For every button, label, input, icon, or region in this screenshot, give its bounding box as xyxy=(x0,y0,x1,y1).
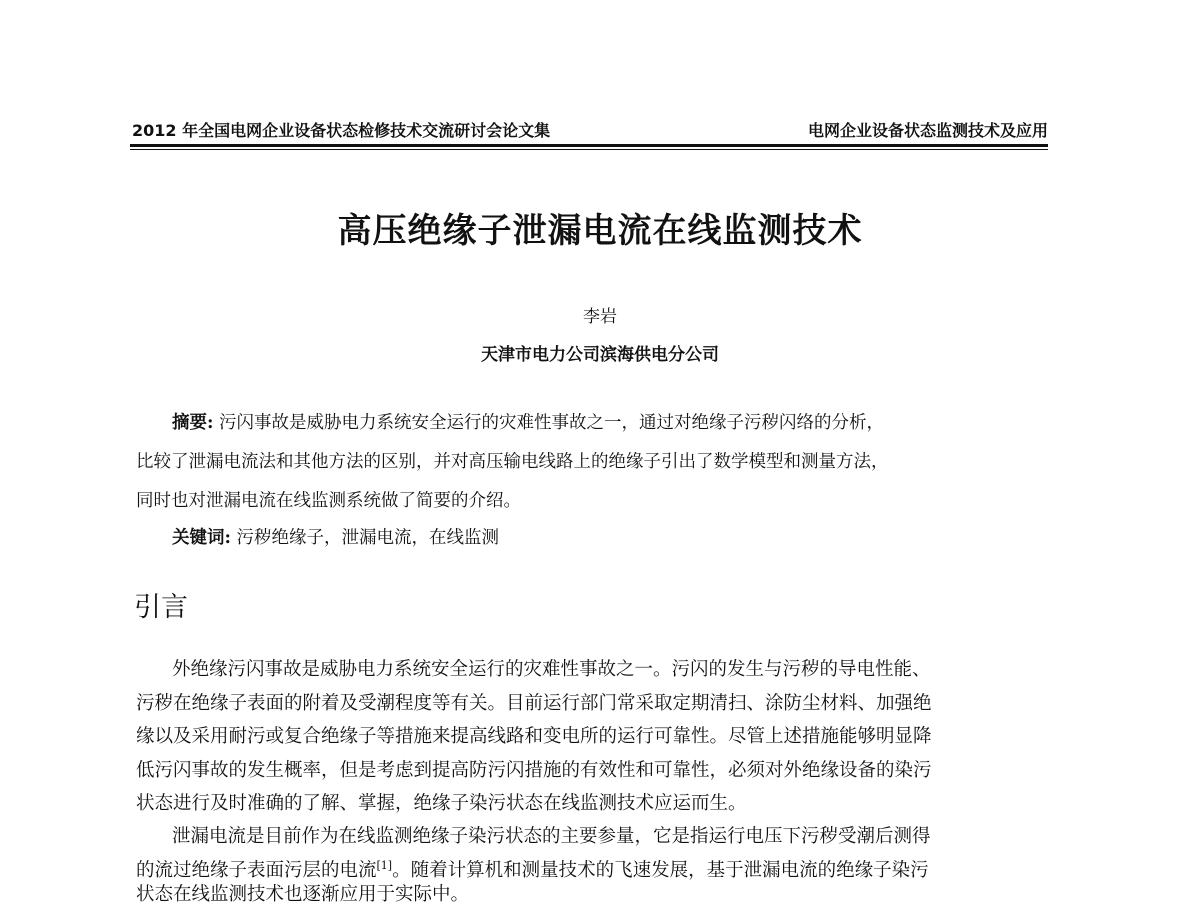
section-heading: 引言 xyxy=(134,592,188,623)
paragraph-2-line-2 xyxy=(136,856,929,882)
keywords-text: 污秽绝缘子，泄漏电流，在线监测 xyxy=(236,528,500,548)
header-proceedings-title: 2012 年全国电网企业设备状态检修技术交流研讨会论文集 xyxy=(132,121,551,140)
keywords-label: 关键词: xyxy=(172,528,231,548)
paragraph-1-line-2: 污秽在绝缘子表面的附着及受潮程度等有关。目前运行部门常采取定期清扫、涂防尘材料、加强绝 xyxy=(136,693,932,714)
author-affiliation: 天津市电力公司滨海供电分公司 xyxy=(481,345,719,365)
paragraph-2-line-1: 泄漏电流是目前作为在线监测绝缘子染污状态的主要参量，它是指运行电压下污秽受潮后测得 xyxy=(172,826,931,847)
paragraph-2-line-3: 状态在线监测技术也逐渐应用于实际中。 xyxy=(136,884,470,905)
header-rule-thick xyxy=(130,144,1048,147)
abstract-label: 摘要: xyxy=(172,413,214,433)
abstract-line-2: 比较了泄漏电流法和其他方法的区别，并对高压输电线路上的绝缘子引出了数学模型和测量方法， xyxy=(136,452,889,472)
paragraph-2-text-a: 的流过绝缘子表面污层的电流 xyxy=(136,860,377,881)
paragraph-1-line-5: 状态进行及时准确的了解、掌握，绝缘子染污状态在线监测技术应运而生。 xyxy=(136,793,747,814)
abstract-line-3: 同时也对泄漏电流在线监测系统做了简要的介绍。 xyxy=(136,491,521,511)
abstract-text: 污闪事故是威胁电力系统安全运行的灾难性事故之一，通过对绝缘子污秽闪络的分析， xyxy=(219,413,885,433)
running-header xyxy=(132,118,1048,142)
paragraph-1-line-1: 外绝缘污闪事故是威胁电力系统安全运行的灾难性事故之一。污闪的发生与污秽的导电性能、 xyxy=(172,659,931,680)
author-name: 李岩 xyxy=(583,307,617,327)
keywords-line xyxy=(172,524,499,549)
paragraph-2-text-b: 。随着计算机和测量技术的飞速发展，基于泄漏电流的绝缘子染污 xyxy=(392,860,929,881)
header-section-title: 电网企业设备状态监测技术及应用 xyxy=(807,121,1048,140)
paragraph-1-line-3: 缘以及采用耐污或复合绝缘子等措施来提高线路和变电所的运行可靠性。尽管上述措施能够明显降 xyxy=(136,726,932,747)
citation-ref: [1] xyxy=(376,858,393,872)
header-rule-thin xyxy=(130,149,1048,150)
paper-title: 高压绝缘子泄漏电流在线监测技术 xyxy=(337,211,863,251)
abstract-line-1 xyxy=(172,409,884,434)
paragraph-1-line-4: 低污闪事故的发生概率，但是考虑到提高防污闪措施的有效性和可靠性，必须对外绝缘设备的染污 xyxy=(136,760,932,781)
